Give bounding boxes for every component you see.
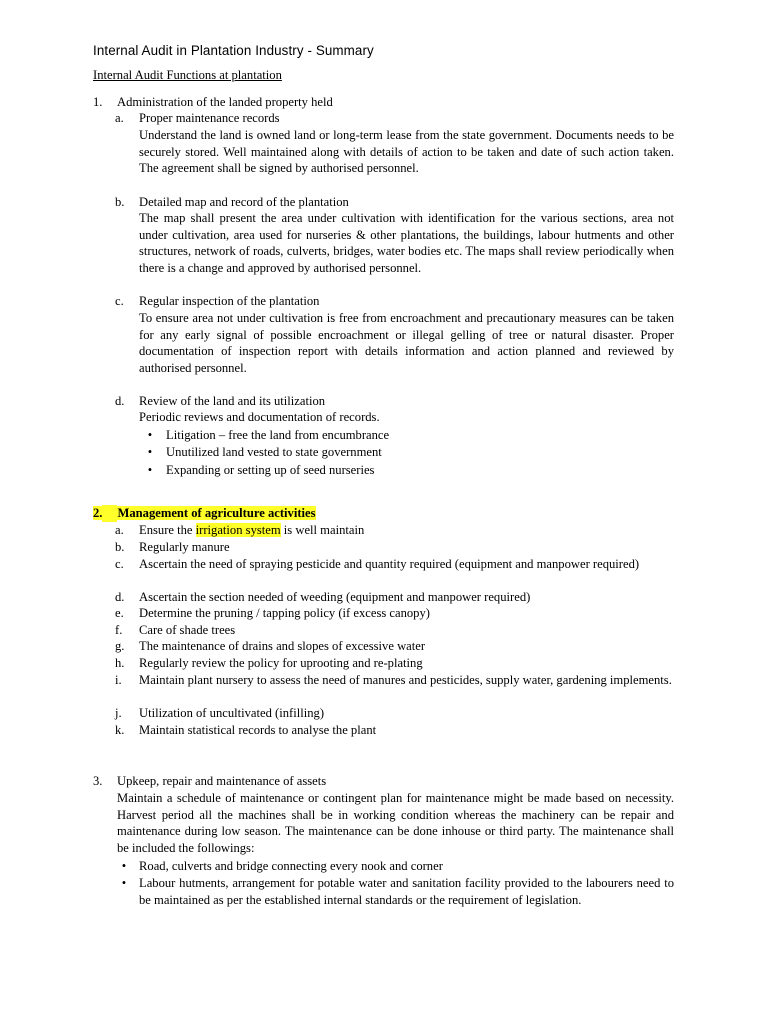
item-2h-text: Regularly review the policy for uprooting and re-plating [139, 656, 423, 670]
highlight-irrigation: irrigation system [195, 523, 281, 537]
item-2i-text: Maintain plant nursery to assess the need of manures and pesticides, supply water, gardening implements. [139, 673, 672, 687]
item-2a-text: Ensure the irrigation system is well maintain [139, 523, 365, 537]
item-2g-letter: g. [115, 639, 125, 653]
section-1-title: Administration of the landed property held [117, 95, 333, 109]
section-1-number: 1. [93, 95, 103, 109]
bullet-icon: • [147, 445, 153, 459]
bullet-text: Unutilized land vested to state government [166, 445, 382, 459]
item-1d-title: Review of the land and its utilization [139, 394, 326, 408]
bullet-icon: • [121, 876, 127, 890]
bullet-text: Litigation – free the land from encumbrance [166, 428, 390, 442]
item-2a-letter: a. [115, 523, 124, 537]
item-1a-text: Understand the land is owned land or long-term lease from the state government. Documents needs to be securely stored. Well maintained along with details of action to be taken and date of such action taken. The agreement shall be signed by authorised personnel. [139, 128, 674, 176]
section-subheading: Internal Audit Functions at plantation [93, 68, 282, 82]
item-1d-letter: d. [115, 394, 125, 408]
bullet-item [143, 444, 683, 461]
section-3-title: Upkeep, repair and maintenance of assets [117, 774, 327, 788]
item-2d-text: Ascertain the section needed of weeding (equipment and manpower required) [139, 590, 531, 604]
item-2f-text: Care of shade trees [139, 623, 236, 637]
item-1b-letter: b. [115, 195, 125, 209]
item-2d-letter: d. [115, 590, 125, 604]
item-1c-text: To ensure area not under cultivation is free from encroachment and precautionary measures can be taken for any early signal of possible encroachment or illegal gelling of tree or natural disaster. Proper documentation of inspection report with details information and action planned and reviewed by authorised personnel. [139, 311, 674, 376]
item-1c-letter: c. [115, 294, 124, 308]
bullet-icon: • [147, 428, 153, 442]
item-1b-text: The map shall present the area under cultivation with identification for the various sections, area not under cultivation, area used for nurseries & other plantations, the buildings, labour hutments and other structures, network of roads, culverts, bridges, water bodies etc. The maps shall review periodically when there is a change and approved by authorised personnel. [139, 211, 674, 276]
item-1b-title: Detailed map and record of the plantation [139, 195, 349, 209]
bullet-item [143, 462, 683, 479]
section-3-number: 3. [93, 774, 103, 788]
item-2b-text: Regularly manure [139, 540, 230, 554]
bullet-text: Road, culverts and bridge connecting every nook and corner [139, 859, 443, 873]
item-1c-title: Regular inspection of the plantation [139, 294, 320, 308]
bullet-item [117, 858, 674, 875]
item-2b-letter: b. [115, 540, 125, 554]
section-2-heading [93, 505, 316, 522]
bullet-icon: • [147, 463, 153, 477]
bullet-item [117, 875, 674, 927]
item-1a-title: Proper maintenance records [139, 111, 280, 125]
item-2i-letter: i. [115, 673, 122, 687]
item-2k-text: Maintain statistical records to analyse the plant [139, 723, 377, 737]
item-2c-letter: c. [115, 557, 124, 571]
section-3-text: Maintain a schedule of maintenance or contingent plan for maintenance might be made based on necessity. Harvest period all the machines shall be in working condition whereas the machinery can be repair and maintenance during low season. The maintenance can be done inhouse or third party. The maintenance shall be included the followings: [117, 791, 674, 856]
item-2j-text: Utilization of uncultivated (infilling) [139, 706, 325, 720]
item-2f-letter: f. [115, 623, 123, 637]
bullet-item [143, 427, 683, 444]
item-1a-letter: a. [115, 111, 124, 125]
item-2c-text: Ascertain the need of spraying pesticide and quantity required (equipment and manpower required) [139, 557, 640, 571]
item-2j-letter: j. [115, 706, 122, 720]
item-2k-letter: k. [115, 723, 125, 737]
item-2e-text: Determine the pruning / tapping policy (if excess canopy) [139, 606, 430, 620]
bullet-text: Labour hutments, arrangement for potable water and sanitation facility provided to the labourers need to be maintained as per the established internal standards or the requirement of legislation. [139, 876, 674, 907]
bullet-text: Expanding or setting up of seed nurseries [166, 463, 375, 477]
item-1d-text: Periodic reviews and documentation of records. [139, 410, 380, 424]
section-2-number: 2. [93, 506, 103, 520]
item-2e-letter: e. [115, 606, 124, 620]
item-2h-letter: h. [115, 656, 125, 670]
item-2g-text: The maintenance of drains and slopes of excessive water [139, 639, 426, 653]
document-header: Internal Audit in Plantation Industry - Summary [93, 43, 374, 58]
section-2-title: Management of agriculture activities [117, 506, 316, 520]
bullet-icon: • [121, 859, 127, 873]
